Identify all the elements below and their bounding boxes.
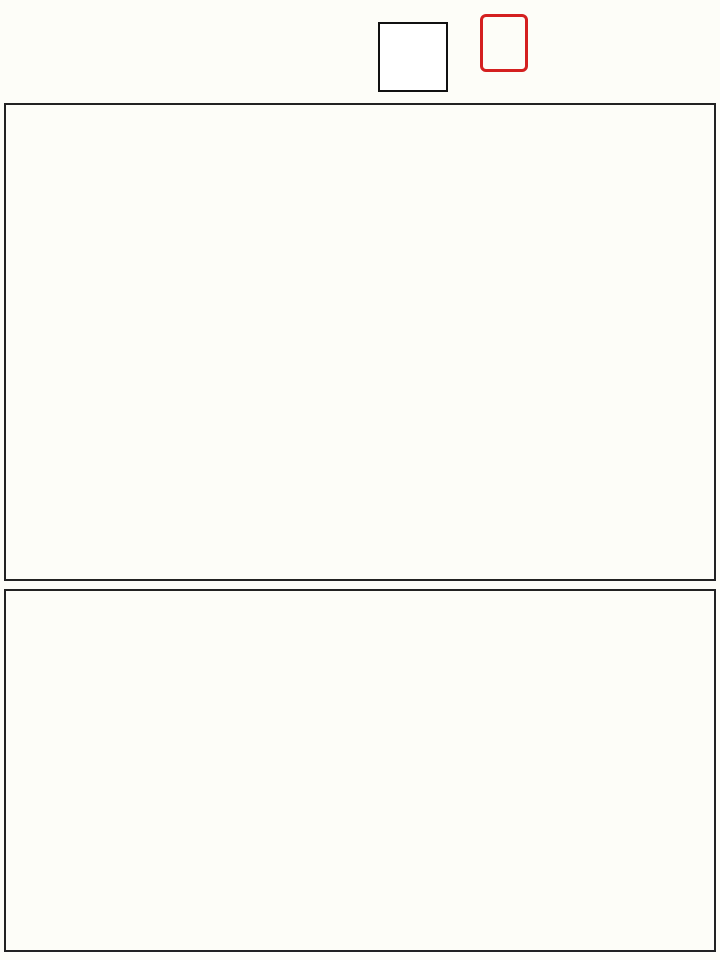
seal-stamp-icon	[480, 14, 528, 72]
qr-code-icon[interactable]	[378, 22, 448, 92]
header	[0, 0, 720, 100]
chart-panel	[4, 103, 716, 581]
annual-luck-grid	[4, 589, 716, 952]
